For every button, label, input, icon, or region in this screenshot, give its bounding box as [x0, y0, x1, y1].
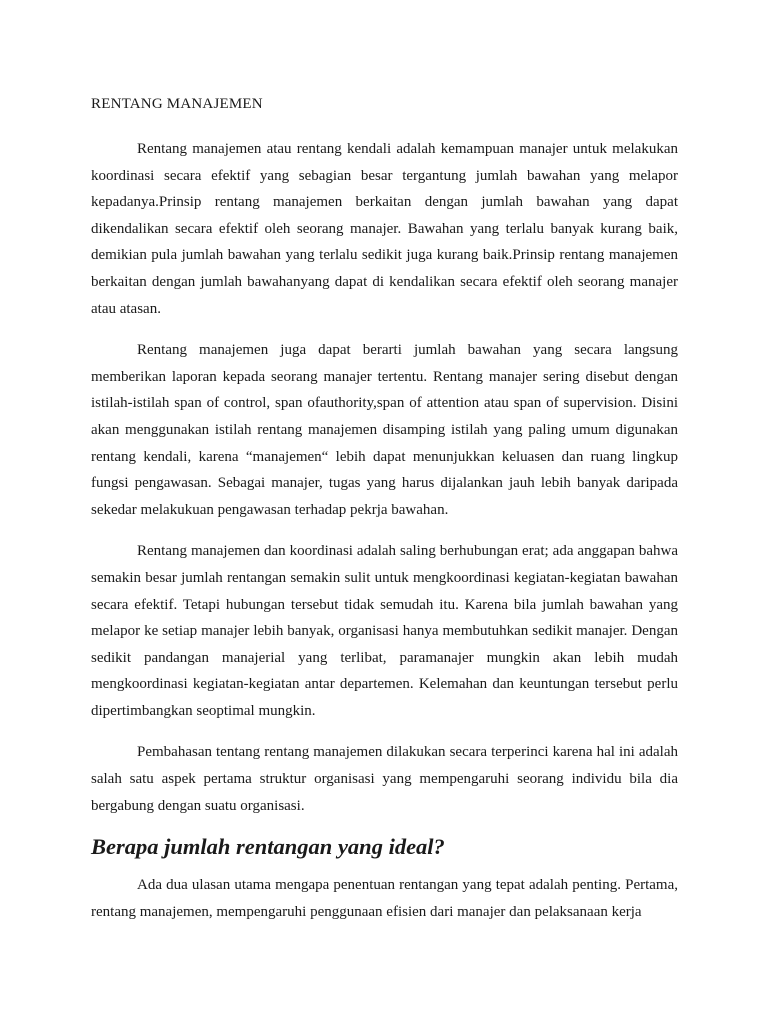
paragraph-3: Rentang manajemen dan koordinasi adalah saling berhubungan erat; ada anggapan bahwa semakin besar jumlah rentangan semakin sulit untuk mengkoordinasi kegiatan-kegiatan bawahan secara efektif. Tetapi hubungan tersebut tidak semudah itu. Karena bila jumlah bawahan yang melapor ke setiap manajer lebih banyak, organisasi hanya membutuhkan sedikit manajer. Dengan sedikit pandangan manajerial yang terlibat, paramanajer mungkin akan lebih mudah mengkoordinasi kegiatan-kegiatan antar departemen. Kelemahan dan keuntungan tersebut perlu dipertimbangkan seoptimal mungkin. — [91, 543, 678, 719]
paragraph-5: Ada dua ulasan utama mengapa penentuan rentangan yang tepat adalah penting. Pertama, rentang manajemen, mempengaruhi penggunaan efisien dari manajer dan pelaksanaan kerja — [91, 877, 678, 920]
document-content — [91, 92, 678, 940]
section-subheading: Berapa jumlah rentangan yang ideal? — [91, 834, 445, 860]
paragraph-2: Rentang manajemen juga dapat berarti jumlah bawahan yang secara langsung memberikan laporan kepada seorang manajer tertentu. Rentang manajer sering disebut dengan istilah-istilah span of control, span ofauthority,span of attention atau span of supervision. Disini akan menggunakan istilah rentang manajemen disamping istilah yang paling umum digunakan rentang kendali, karena “manajemen“ lebih dapat menunjukkan keluasen dan ruang lingkup fungsi pengawasan. Sebagai manajer, tugas yang harus dijalankan jauh lebih banyak daripada sekedar melakukuan pengawasan terhadap pekrja bawahan. — [91, 342, 678, 518]
paragraph-4: Pembahasan tentang rentang manajemen dilakukan secara terperinci karena hal ini adalah salah satu aspek pertama struktur organisasi yang mempengaruhi seorang individu bila dia bergabung dengan suatu organisasi. — [91, 744, 678, 814]
paragraph-1: Rentang manajemen atau rentang kendali adalah kemampuan manajer untuk melakukan koordinasi secara efektif yang sebagian besar tergantung jumlah bawahan yang melapor kepadanya.Prinsip rentang manajemen berkaitan dengan jumlah bawahan yang dapat dikendalikan secara efektif oleh seorang manajer. Bawahan yang terlalu banyak kurang baik, demikian pula jumlah bawahan yang terlalu sedikit juga kurang baik.Prinsip rentang manajemen berkaitan dengan jumlah bawahanyang dapat di kendalikan secara efektif oleh seorang manajer atau atasan. — [91, 141, 678, 317]
document-title: RENTANG MANAJEMEN — [91, 96, 263, 112]
